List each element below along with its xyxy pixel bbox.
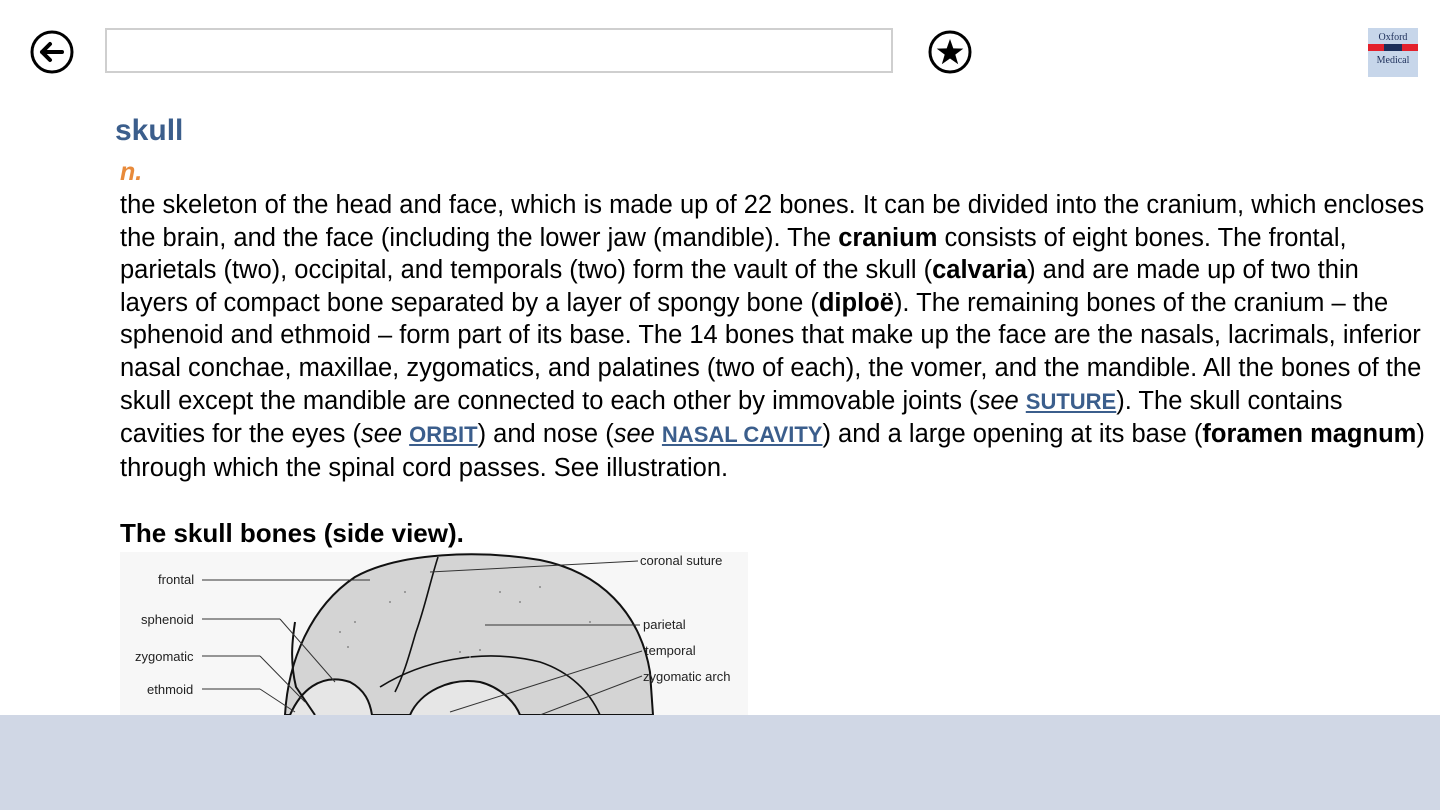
- label-zygomatic: zygomatic: [135, 649, 194, 664]
- label-coronal-suture: coronal suture: [640, 553, 723, 568]
- term-diploe: diploë: [818, 288, 894, 317]
- oxford-medical-logo: [1368, 28, 1418, 77]
- term-cranium: cranium: [838, 223, 938, 252]
- term-foramen-magnum: foramen magnum: [1202, 420, 1417, 449]
- bottom-app-bar: [0, 715, 1440, 810]
- arrow-left-circle-icon: [30, 30, 74, 74]
- term-calvaria: calvaria: [932, 256, 1028, 285]
- figure-caption: The skull bones (side view).: [120, 518, 464, 548]
- link-suture[interactable]: SUTURE: [1025, 388, 1117, 414]
- label-parietal: parietal: [643, 617, 686, 632]
- headword: skull: [115, 114, 184, 147]
- label-ethmoid: ethmoid: [147, 682, 194, 697]
- label-temporal: temporal: [645, 643, 696, 658]
- label-zygomatic-arch: zygomatic arch: [643, 669, 731, 684]
- star-circle-icon: [928, 30, 972, 74]
- link-nasal-cavity[interactable]: NASAL CAVITY: [661, 422, 823, 448]
- label-sphenoid: sphenoid: [141, 612, 194, 627]
- logo-line-2: Medical: [1376, 55, 1410, 66]
- logo-stripe: [1368, 44, 1418, 51]
- search-input[interactable]: [105, 28, 893, 73]
- link-orbit[interactable]: ORBIT: [409, 422, 478, 448]
- definition-text: the skeleton of the head and face, which is made up of 22 bones. It can be divided into the cranium, which encloses the brain, and the face (including the lower jaw (mandible). The cranium consists of eight bones. The frontal, parietals (two), occipital, and temporals (two) form the vault of the skull (calvaria) and are made up of two thin layers of compact bone separated by a layer of spongy bone (diploë). The remaining bones of the cranium – the sphenoid and ethmoid – form part of its base. The 14 bones that make up the face are the nasals, lacrimals, inferior nasal conchae, maxillae, zygomatics, and palatines (two of each), the vomer, and the mandible. All the bones of the skull except the mandible are connected to each other by immovable joints (see SUTURE). The skull contains cavities for the eyes (see ORBIT) and nose (see NASAL CAVITY) and a large opening at its base (foramen magnum) through which the spinal cord passes. See illustration.: [120, 191, 1425, 482]
- back-button[interactable]: [30, 30, 74, 74]
- label-frontal: frontal: [158, 572, 195, 587]
- favorite-button[interactable]: [928, 30, 972, 74]
- logo-line-1: Oxford: [1378, 32, 1408, 43]
- part-of-speech: n.: [120, 158, 143, 186]
- skull-illustration: [120, 552, 748, 715]
